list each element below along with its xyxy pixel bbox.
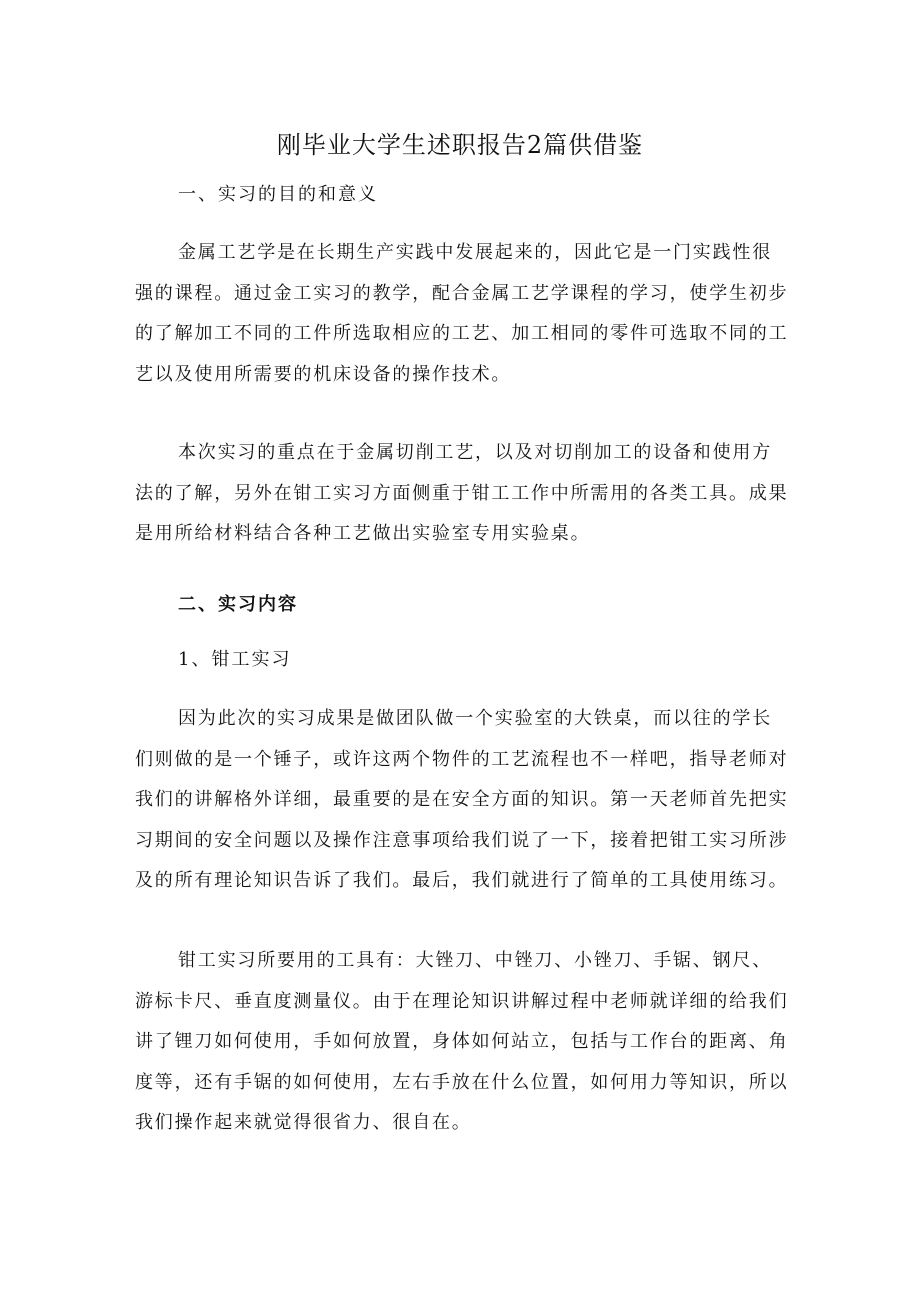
paragraph-line: 是用所给材料结合各种工艺做出实验室专用实验桌。 bbox=[135, 523, 591, 544]
paragraph-line: 我们操作起来就觉得很省力、很自在。 bbox=[135, 1112, 472, 1133]
subsection-heading-fitter: 1、钳工实习 bbox=[178, 649, 292, 670]
paragraph-line: 习期间的安全问题以及操作注意事项给我们说了一下，接着把钳工实习所涉 bbox=[135, 829, 789, 851]
paragraph-line: 及的所有理论知识告诉了我们。最后，我们就进行了简单的工具使用练习。 bbox=[135, 870, 789, 891]
paragraph-line: 讲了锂刀如何使用，手如何放置，身体如何站立，包括与工作台的距离、角 bbox=[135, 1031, 789, 1052]
paragraph-line: 度等，还有手锯的如何使用，左右手放在什么位置，如何用力等知识，所以 bbox=[135, 1071, 789, 1093]
paragraph-line: 们则做的是一个锤子，或许这两个物件的工艺流程也不一样吧，指导老师对 bbox=[135, 748, 789, 770]
paragraph-line: 我们的讲解格外详细，最重要的是在安全方面的知识。第一天老师首先把实 bbox=[135, 789, 789, 810]
paragraph-line: 钳工实习所要用的工具有：大锉刀、中锉刀、小锉刀、手锯、钢尺、 bbox=[178, 950, 772, 971]
paragraph-line: 法的了解，另外在钳工实习方面侧重于钳工工作中所需用的各类工具。成果 bbox=[135, 482, 789, 504]
paragraph-line: 金属工艺学是在长期生产实践中发展起来的，因此它是一门实践性很 bbox=[178, 242, 772, 263]
paragraph-fitter-tools bbox=[135, 941, 790, 1144]
paragraph-line: 艺以及使用所需要的机床设备的操作技术。 bbox=[135, 363, 512, 385]
paragraph-fitter-intro bbox=[135, 699, 790, 902]
paragraph-line: 的了解加工不同的工件所选取相应的工艺、加工相同的零件可选取不同的工 bbox=[135, 323, 789, 344]
section-heading-content: 二、实习内容 bbox=[178, 594, 298, 615]
paragraph-line: 因为此次的实习成果是做团队做一个实验室的大铁桌，而以往的学长 bbox=[178, 708, 772, 729]
paragraph-line: 强的课程。通过金工实习的教学，配合金属工艺学课程的学习，使学生初步 bbox=[135, 282, 789, 304]
paragraph-line: 本次实习的重点在于金属切削工艺，以及对切削加工的设备和使用方 bbox=[178, 442, 772, 463]
document-title: 刚毕业大学生述职报告2篇供借鉴 bbox=[276, 131, 644, 159]
paragraph-focus bbox=[135, 433, 790, 555]
section-heading-purpose: 一、实习的目的和意义 bbox=[178, 184, 378, 205]
paragraph-purpose bbox=[135, 233, 790, 395]
paragraph-line: 游标卡尺、垂直度测量仪。由于在理论知识讲解过程中老师就详细的给我们 bbox=[135, 990, 789, 1012]
